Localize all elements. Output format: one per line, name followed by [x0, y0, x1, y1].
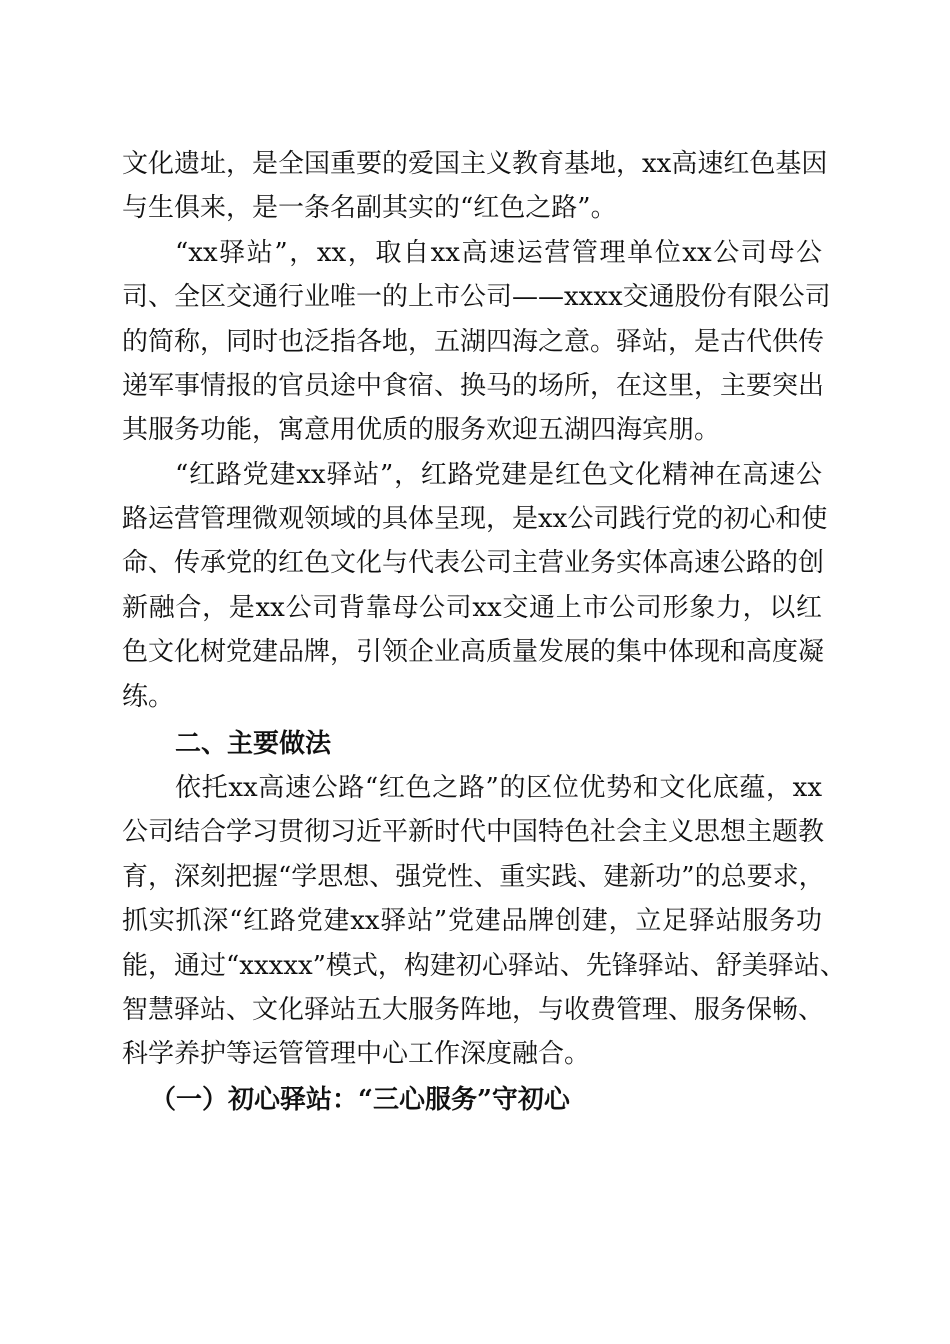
text-line: 抓实抓深“红路党建xx驿站”党建品牌创建，立足驿站服务功 [122, 906, 822, 936]
text-line: 能，通过“xxxxx”模式，构建初心驿站、先锋驿站、舒美驿站、 [122, 951, 846, 981]
text-line: 科学养护等运管管理中心工作深度融合。 [122, 1039, 591, 1069]
text-line: 新融合，是xx公司背靠母公司xx交通上市公司形象力，以红 [122, 593, 822, 623]
subsection-heading: （一）初心驿站：“三心服务”守初心 [150, 1085, 570, 1115]
text-line: 公司结合学习贯彻习近平新时代中国特色社会主义思想主题教 [122, 817, 825, 847]
text-line: 练。 [122, 682, 175, 712]
text-line: 色文化树党建品牌，引领企业高质量发展的集中体现和高度凝 [122, 637, 825, 667]
text-line: 递军事情报的官员途中食宿、换马的场所，在这里，主要突出 [122, 371, 825, 401]
text-line: 司、全区交通行业唯一的上市公司——xxxx交通股份有限公司 [122, 282, 831, 312]
section-heading: 二、主要做法 [175, 729, 332, 759]
text-line: 与生俱来，是一条名副其实的“红色之路”。 [122, 193, 617, 223]
text-line: 路运营管理微观领域的具体呈现，是xx公司践行党的初心和使 [122, 504, 828, 534]
text-line: “红路党建xx驿站”，红路党建是红色文化精神在高速公 [175, 460, 822, 490]
text-line: 其服务功能，寓意用优质的服务欢迎五湖四海宾朋。 [122, 415, 721, 445]
text-line: 文化遗址，是全国重要的爱国主义教育基地，xx高速红色基因 [122, 149, 828, 179]
text-line: 命、传承党的红色文化与代表公司主营业务实体高速公路的创 [122, 548, 825, 578]
text-line: “xx驿站”，xx，取自xx高速运营管理单位xx公司母公 [175, 238, 822, 268]
text-line: 智慧驿站、文化驿站五大服务阵地，与收费管理、服务保畅、 [122, 995, 825, 1025]
text-line: 的简称，同时也泛指各地，五湖四海之意。驿站，是古代供传 [122, 327, 825, 357]
text-line: 育，深刻把握“学思想、强党性、重实践、建新功”的总要求， [122, 862, 825, 892]
text-line: 依托xx高速公路“红色之路”的区位优势和文化底蕴，xx [175, 773, 822, 803]
